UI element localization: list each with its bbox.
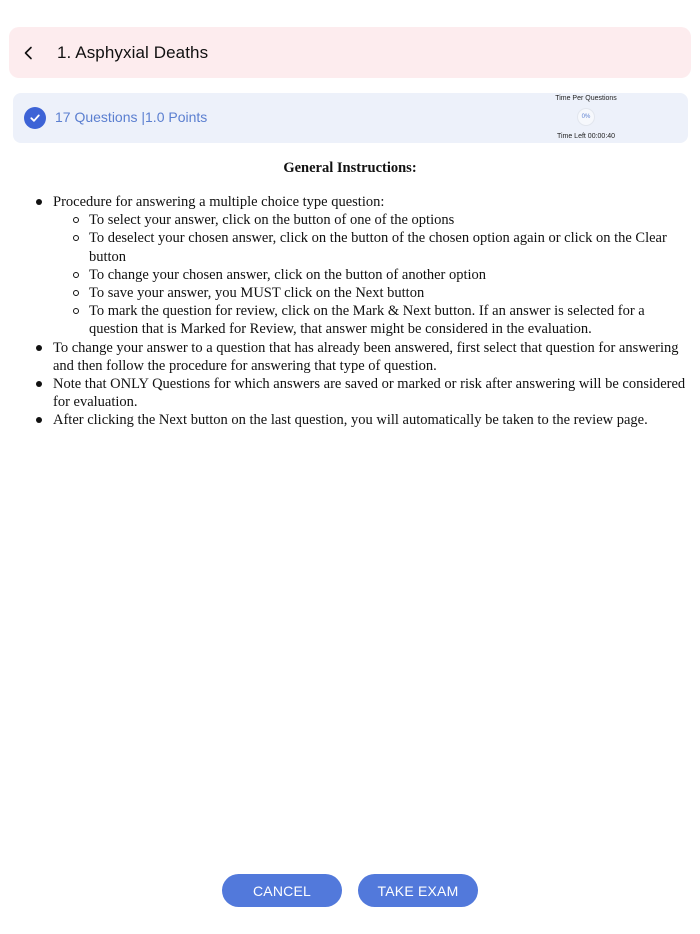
progress-text: 0%	[581, 114, 591, 120]
instructions-title: General Instructions:	[283, 160, 417, 176]
instructions-list	[36, 193, 686, 430]
instruction-item: To change your answer to a question that has already been answered, first select that question for answering and then follow the procedure for answering that type of question.	[36, 339, 686, 375]
instruction-subitem: To select your answer, click on the button of one of the options	[72, 211, 686, 229]
instructions-body	[36, 193, 686, 430]
time-left-label: Time Left 00:00:40	[556, 133, 616, 140]
time-per-questions-label: Time Per Questions	[555, 95, 617, 102]
check-circle-icon	[24, 107, 46, 129]
take-exam-button[interactable]: TAKE EXAM	[358, 874, 478, 907]
chevron-left-icon	[23, 46, 35, 60]
instruction-item: After clicking the Next button on the last question, you will automatically be taken to the review page.	[36, 411, 686, 429]
instruction-text: Procedure for answering a multiple choice type question:	[53, 194, 385, 210]
instruction-subitem: To mark the question for review, click on the Mark & Next button. If an answer is selected for a question that is Marked for Review, that answer might be considered in the evaluation.	[72, 302, 686, 338]
instruction-subitem: To change your chosen answer, click on the button of another option	[72, 266, 686, 284]
exam-summary: 17 Questions |1.0 Points	[55, 109, 208, 125]
instruction-item: Note that ONLY Questions for which answers are saved or marked or risk after answering will be considered for evaluation.	[36, 375, 686, 411]
cancel-button[interactable]: CANCEL	[222, 874, 342, 907]
page-header	[9, 27, 691, 78]
instruction-sublist	[72, 211, 686, 338]
instruction-subitem: To deselect your chosen answer, click on the button of the chosen option again or click on the Clear button	[72, 229, 686, 265]
instruction-item	[36, 193, 686, 339]
progress-indicator	[572, 107, 600, 127]
instruction-subitem: To save your answer, you MUST click on the Next button	[72, 284, 686, 302]
timer-panel	[541, 93, 631, 143]
back-button[interactable]	[9, 27, 49, 78]
page-title: 1. Asphyxial Deaths	[57, 42, 209, 62]
exam-info-bar	[13, 93, 688, 143]
